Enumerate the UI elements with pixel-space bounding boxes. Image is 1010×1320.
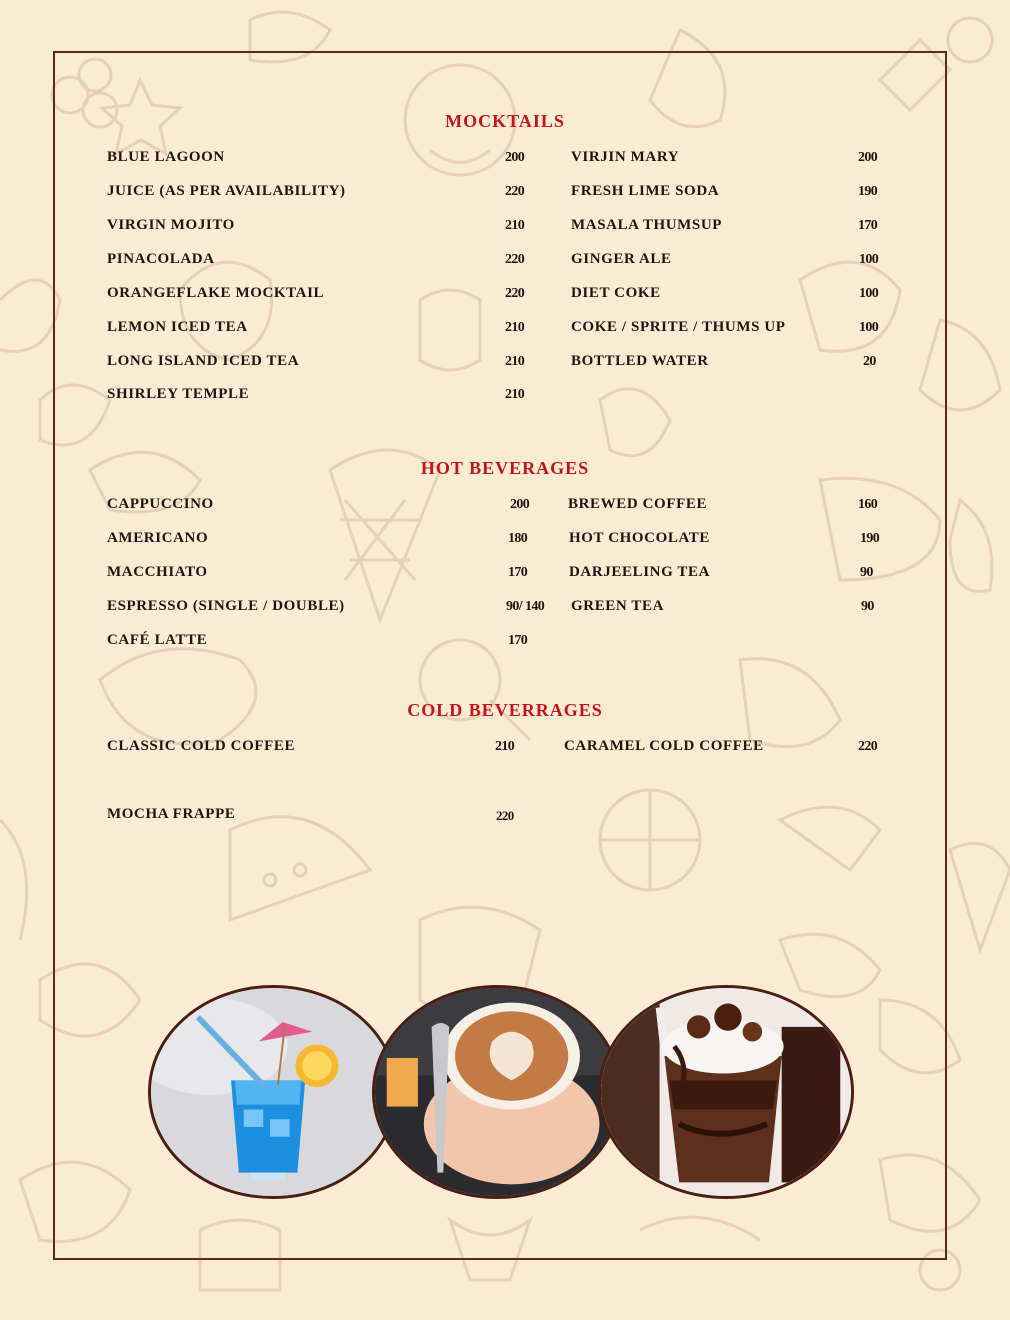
menu-item-price: 180 <box>508 531 528 546</box>
menu-item-name: LEMON ICED TEA <box>107 319 248 335</box>
menu-item-price: 220 <box>496 808 514 823</box>
menu-item-name: CAFÉ LATTE <box>107 632 208 648</box>
menu-item-name: ESPRESSO (SINGLE / DOUBLE) <box>107 598 345 614</box>
menu-item-price: 210 <box>505 354 525 369</box>
menu-item-name: DARJEELING TEA <box>569 564 711 580</box>
menu-item-name: FRESH LIME SODA <box>571 183 720 199</box>
menu-item-name: CLASSIC COLD COFFEE <box>107 738 296 754</box>
menu-item-name: BREWED COFFEE <box>568 496 708 512</box>
menu-item-name: BLUE LAGOON <box>107 149 225 165</box>
menu-item-price: 90 <box>861 599 874 614</box>
menu-item-price: 210 <box>505 320 525 335</box>
menu-item-price: 220 <box>505 252 525 267</box>
menu-item-name: CARAMEL COLD COFFEE <box>564 738 764 754</box>
menu-item-name: MOCHA FRAPPE <box>107 806 236 822</box>
menu-item-name: VIRJIN MARY <box>571 149 680 165</box>
menu-item-price: 220 <box>505 184 525 199</box>
menu-item-name: CAPPUCCINO <box>107 496 214 512</box>
menu-item-price: 170 <box>508 633 528 648</box>
menu-item-price: 200 <box>858 150 878 165</box>
menu-item-name: LONG ISLAND ICED TEA <box>107 353 300 369</box>
menu-item-name: PINACOLADA <box>107 251 215 267</box>
menu-item-name: BOTTLED WATER <box>571 353 709 369</box>
menu-item-price: 90 <box>860 565 873 580</box>
menu-item-price: 210 <box>505 218 525 233</box>
section-title-hot-beverages: HOT BEVERAGES <box>420 458 590 478</box>
chocolate-frappe-photo <box>598 985 854 1199</box>
menu-item-name: MACCHIATO <box>107 564 208 580</box>
menu-item-name: JUICE (AS PER AVAILABILITY) <box>107 183 346 199</box>
menu-item-name: GREEN TEA <box>571 598 665 614</box>
menu-item-name: ORANGEFLAKE MOCKTAIL <box>107 285 325 301</box>
cappuccino-photo <box>372 985 622 1199</box>
section-title-cold-beverages: COLD BEVERRAGES <box>407 700 603 720</box>
menu-item-name: HOT CHOCOLATE <box>569 530 711 546</box>
menu-item-price: 170 <box>858 218 878 233</box>
menu-item-price: 200 <box>510 497 530 512</box>
blue-lagoon-photo <box>148 985 398 1199</box>
section-title-mocktails: MOCKTAILS <box>445 111 565 131</box>
menu-item-price: 160 <box>858 497 878 512</box>
menu-item-price: 190 <box>860 531 880 546</box>
menu-item-price: 90/ 140 <box>506 599 545 614</box>
menu-item-name: SHIRLEY TEMPLE <box>107 386 250 402</box>
menu-item-price: 170 <box>508 565 528 580</box>
menu-item-name: COKE / SPRITE / THUMS UP <box>571 319 786 335</box>
menu-item-name: MASALA THUMSUP <box>571 217 723 233</box>
menu-item-price: 20 <box>863 354 876 369</box>
menu-item-price: 220 <box>505 286 525 301</box>
menu-item-name: VIRGIN MOJITO <box>107 217 235 233</box>
menu-item-price: 200 <box>505 150 525 165</box>
menu-item-price: 190 <box>858 184 878 199</box>
menu-item-name: AMERICANO <box>107 530 209 546</box>
menu-item-price: 210 <box>505 387 525 402</box>
menu-item-name: DIET COKE <box>571 285 661 301</box>
menu-item-price: 100 <box>859 286 879 301</box>
menu-item-name: GINGER ALE <box>571 251 672 267</box>
menu-item-price: 100 <box>859 252 879 267</box>
menu-item-price: 100 <box>859 320 879 335</box>
menu-item-price: 220 <box>858 739 878 754</box>
menu-item-price: 210 <box>495 739 515 754</box>
